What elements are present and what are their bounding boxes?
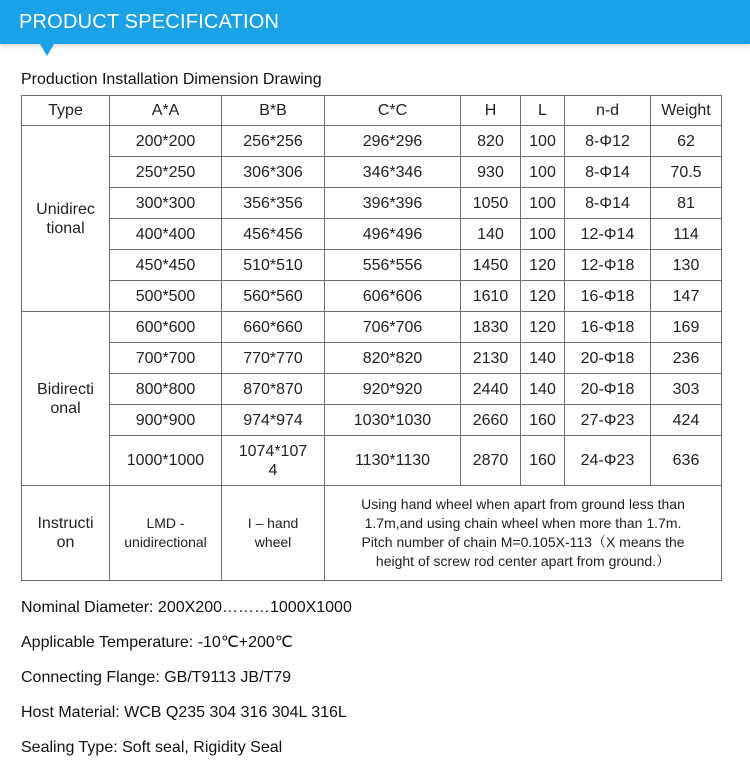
- type-label-line: tional: [46, 219, 85, 237]
- instruction-label-line: on: [56, 534, 75, 551]
- drawing-title: Production Installation Dimension Drawing: [21, 71, 322, 88]
- instruction-label-line: Instructi: [37, 515, 94, 532]
- cell-b: 456*456: [222, 219, 325, 250]
- cell-a: 900*900: [110, 405, 222, 436]
- spec-temperature: Applicable Temperature: -10℃+200℃: [21, 634, 293, 651]
- cell-weight: 70.5: [651, 157, 722, 188]
- cell-nd: 8-Φ14: [565, 157, 651, 188]
- cell-l: 140: [521, 343, 565, 374]
- cell-b: 660*660: [222, 312, 325, 343]
- cell-b: 770*770: [222, 343, 325, 374]
- cell-weight: 303: [651, 374, 722, 405]
- dimension-table: [21, 95, 722, 581]
- type-label-line: Unidirec: [36, 200, 95, 218]
- cell-weight: 636: [651, 436, 722, 486]
- cell-weight: 81: [651, 188, 722, 219]
- instruction-hand-line: wheel: [254, 534, 292, 550]
- spec-nominal-diameter: Nominal Diameter: 200X200………1000X1000: [21, 599, 352, 616]
- type-bidirectional: [22, 312, 110, 486]
- table-header-row: [22, 96, 722, 126]
- cell-l: 120: [521, 281, 565, 312]
- cell-nd: 8-Φ14: [565, 188, 651, 219]
- cell-h: 1610: [461, 281, 521, 312]
- table-row: [22, 312, 722, 343]
- cell-nd: 20-Φ18: [565, 343, 651, 374]
- cell-l: 100: [521, 157, 565, 188]
- table-row: [22, 436, 722, 486]
- instruction-hand-line: I – hand: [247, 515, 299, 531]
- cell-nd: 24-Φ23: [565, 436, 651, 486]
- cell-l: 140: [521, 374, 565, 405]
- type-label-line: Bidirecti: [37, 380, 94, 398]
- cell-h: 1830: [461, 312, 521, 343]
- cell-a: 700*700: [110, 343, 222, 374]
- cell-h: 2130: [461, 343, 521, 374]
- cell-b: 870*870: [222, 374, 325, 405]
- cell-weight: 114: [651, 219, 722, 250]
- cell-c: 706*706: [325, 312, 461, 343]
- cell-l: 160: [521, 436, 565, 486]
- header-c: C*C: [325, 96, 461, 126]
- cell-h: 140: [461, 219, 521, 250]
- table-row: [22, 343, 722, 374]
- table-row: [22, 157, 722, 188]
- cell-c: 396*396: [325, 188, 461, 219]
- cell-nd: 12-Φ18: [565, 250, 651, 281]
- cell-h: 1050: [461, 188, 521, 219]
- cell-l: 120: [521, 250, 565, 281]
- cell-c: 606*606: [325, 281, 461, 312]
- cell-nd: 16-Φ18: [565, 281, 651, 312]
- instruction-label: [22, 486, 110, 581]
- cell-b-line: 4: [268, 461, 278, 479]
- cell-b: 510*510: [222, 250, 325, 281]
- cell-a: 800*800: [110, 374, 222, 405]
- cell-nd: 27-Φ23: [565, 405, 651, 436]
- cell-b: [222, 436, 325, 486]
- type-label-line: onal: [50, 399, 81, 417]
- table-row: [22, 188, 722, 219]
- type-unidirectional: [22, 126, 110, 312]
- cell-l: 160: [521, 405, 565, 436]
- table-row: [22, 250, 722, 281]
- cell-c: 820*820: [325, 343, 461, 374]
- spec-list: [21, 598, 352, 771]
- cell-l: 120: [521, 312, 565, 343]
- cell-a: 1000*1000: [110, 436, 222, 486]
- cell-b: 306*306: [222, 157, 325, 188]
- table-row: [22, 126, 722, 157]
- cell-b: 256*256: [222, 126, 325, 157]
- cell-nd: 16-Φ18: [565, 312, 651, 343]
- header-h: H: [461, 96, 521, 126]
- instruction-hand-wheel: [222, 486, 325, 581]
- table-row: [22, 405, 722, 436]
- cell-a: 400*400: [110, 219, 222, 250]
- cell-nd: 20-Φ18: [565, 374, 651, 405]
- cell-a: 300*300: [110, 188, 222, 219]
- instruction-note-line: Pitch number of chain M=0.105X-113（X means the: [361, 534, 685, 550]
- cell-a: 250*250: [110, 157, 222, 188]
- cell-b: 974*974: [222, 405, 325, 436]
- instruction-note-line: Using hand wheel when apart from ground less than: [361, 496, 685, 512]
- header-nd: n-d: [565, 96, 651, 126]
- spec-connecting-flange: Connecting Flange: GB/T9113 JB/T79: [21, 669, 292, 686]
- banner-pointer-icon: [40, 44, 54, 56]
- cell-weight: 130: [651, 250, 722, 281]
- header-banner: [0, 0, 750, 44]
- instruction-note: [325, 486, 722, 581]
- instruction-row: [22, 486, 722, 581]
- cell-h: 2660: [461, 405, 521, 436]
- cell-weight: 169: [651, 312, 722, 343]
- cell-a: 500*500: [110, 281, 222, 312]
- cell-weight: 62: [651, 126, 722, 157]
- cell-weight: 147: [651, 281, 722, 312]
- cell-c: 296*296: [325, 126, 461, 157]
- header-type: Type: [22, 96, 110, 126]
- cell-c: 496*496: [325, 219, 461, 250]
- header-weight: Weight: [651, 96, 722, 126]
- cell-c: 556*556: [325, 250, 461, 281]
- cell-l: 100: [521, 188, 565, 219]
- cell-nd: 12-Φ14: [565, 219, 651, 250]
- cell-c: 1130*1130: [325, 436, 461, 486]
- instruction-lmd: [110, 486, 222, 581]
- table-row: [22, 374, 722, 405]
- cell-weight: 424: [651, 405, 722, 436]
- cell-a: 450*450: [110, 250, 222, 281]
- instruction-note-line: 1.7m,and using chain wheel when more than 1.7m.: [364, 515, 682, 531]
- header-l: L: [521, 96, 565, 126]
- cell-h: 2870: [461, 436, 521, 486]
- instruction-lmd-line: unidirectional: [124, 534, 207, 550]
- cell-h: 930: [461, 157, 521, 188]
- cell-c: 1030*1030: [325, 405, 461, 436]
- cell-h: 2440: [461, 374, 521, 405]
- cell-l: 100: [521, 219, 565, 250]
- instruction-lmd-line: LMD -: [146, 515, 185, 531]
- spec-host-material: Host Material: WCB Q235 304 316 304L 316L: [21, 704, 347, 721]
- cell-l: 100: [521, 126, 565, 157]
- banner-title: PRODUCT SPECIFICATION: [19, 11, 280, 33]
- table-row: [22, 219, 722, 250]
- cell-c: 920*920: [325, 374, 461, 405]
- cell-c: 346*346: [325, 157, 461, 188]
- cell-h: 820: [461, 126, 521, 157]
- table-row: [22, 281, 722, 312]
- cell-b: 356*356: [222, 188, 325, 219]
- instruction-note-line: height of screw rod center apart from ground.）: [375, 553, 671, 569]
- spec-sealing-type: Sealing Type: Soft seal, Rigidity Seal: [21, 739, 283, 756]
- cell-b-line: 1074*107: [238, 442, 308, 460]
- cell-weight: 236: [651, 343, 722, 374]
- header-a: A*A: [110, 96, 222, 126]
- cell-b: 560*560: [222, 281, 325, 312]
- cell-a: 200*200: [110, 126, 222, 157]
- header-b: B*B: [222, 96, 325, 126]
- cell-h: 1450: [461, 250, 521, 281]
- cell-nd: 8-Φ12: [565, 126, 651, 157]
- cell-a: 600*600: [110, 312, 222, 343]
